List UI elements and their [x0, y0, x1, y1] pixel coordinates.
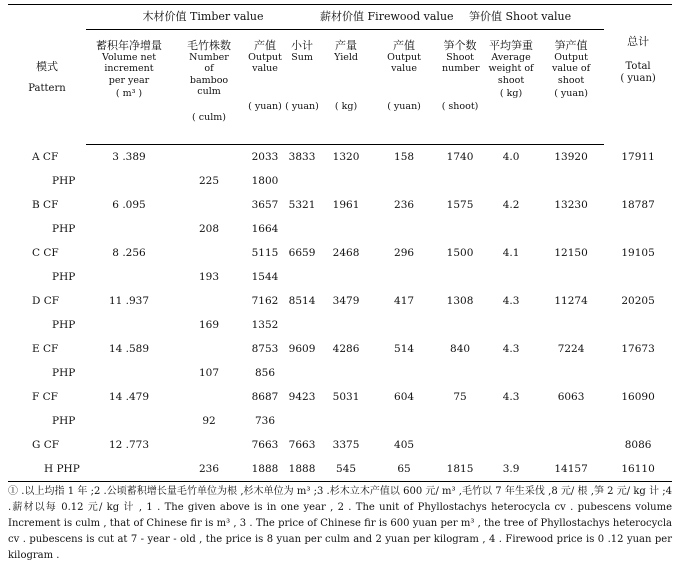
col-timber-output-en: Output value: [248, 51, 282, 74]
table-cell-yield: [320, 313, 372, 337]
table-cell-fw: [372, 409, 436, 433]
data-table-container: [8, 4, 672, 564]
col-volume-en: Volume net increment per year: [101, 51, 157, 86]
table-cell-out: 1888: [246, 457, 284, 482]
table-cell-shoots: [436, 217, 484, 241]
table-cell-fw: [372, 217, 436, 241]
table-cell-vol: 8 .256: [112, 247, 146, 259]
table-cell-weight: 4.1: [502, 247, 520, 259]
table-cell-weight: 4.3: [502, 343, 520, 355]
timber-group-header: 木材价值 Timber value: [86, 5, 320, 30]
col-shoot-output-cn: 笋产值: [554, 39, 588, 52]
col-culm: [172, 30, 246, 145]
table-cell-total: [604, 265, 672, 289]
table-cell-culm: 236: [172, 457, 246, 482]
table-cell-culm: [172, 145, 246, 170]
value-table: [8, 4, 672, 482]
table-cell-vol: 14 .479: [108, 391, 150, 403]
table-cell-culm: [172, 433, 246, 457]
table-cell-shoots: 840: [450, 343, 471, 355]
table-cell-weight: 4.3: [502, 391, 520, 403]
table-cell-yield: [320, 169, 372, 193]
pattern-header-en: Pattern: [28, 82, 66, 94]
table-cell-weight: [484, 313, 538, 337]
table-cell-out: 8687: [251, 391, 279, 403]
table-cell-out: 7663: [251, 439, 279, 451]
table-cell-pattern: D CF: [32, 295, 60, 307]
table-cell-shootval: [538, 409, 604, 433]
table-cell-sum: 9609: [288, 343, 316, 355]
table-cell-total: 20205: [621, 295, 655, 307]
table-body: [8, 145, 672, 482]
col-sum-cn: 小计: [291, 39, 314, 52]
table-cell-culm: 225: [198, 175, 220, 187]
table-cell-fw: 158: [394, 151, 415, 163]
col-volume-unit: ( m³ ): [115, 88, 143, 99]
table-cell-vol: [86, 361, 172, 385]
table-cell-fw: [372, 313, 436, 337]
table-cell-pattern: H PHP: [8, 457, 86, 482]
table-row: [8, 193, 672, 217]
shoot-group-header: 笋价值 Shoot value: [436, 5, 604, 30]
col-shoot-output: [538, 30, 604, 145]
table-cell-total: [604, 217, 672, 241]
table-cell-out: 1544: [251, 271, 279, 283]
table-cell-out: 5115: [251, 247, 279, 259]
table-cell-shoots: [436, 433, 484, 457]
table-cell-sum: 8514: [288, 295, 316, 307]
table-cell-shootval: 13230: [554, 199, 588, 211]
table-cell-total: [604, 169, 672, 193]
table-row: [8, 169, 672, 193]
col-sum-en: Sum: [291, 51, 313, 63]
col-yield: [320, 30, 372, 145]
table-cell-total: 16090: [621, 391, 655, 403]
table-cell-total: [604, 361, 672, 385]
table-cell-out: 3657: [251, 199, 279, 211]
table-cell-vol: [86, 409, 172, 433]
col-firewood-output-cn: 产值: [393, 39, 416, 52]
table-cell-sum: [284, 313, 320, 337]
table-cell-culm: [172, 337, 246, 361]
col-shoot-weight-en: Average weight of shoot: [488, 51, 534, 86]
table-cell-yield: 5031: [332, 391, 360, 403]
table-cell-vol: 3 .389: [112, 151, 146, 163]
table-cell-shootval: [538, 361, 604, 385]
table-cell-shootval: [538, 313, 604, 337]
total-header-cn: 总计: [627, 35, 650, 48]
table-footnote: ① .以上均指 1 年 ;2 .公顷蓄积增长量毛竹单位为根 ,杉木单位为 m³ ;3 .杉木立木产值以 600 元/ m³ ,毛竹以 7 年生采伐 ,8 元/ 根 ,笋 2 元/ kg 计 ;4 .薪材以每 0.12 元/ kg 计 , 1 . The given above is in one year , 2 . The unit of Phyllostachys heterocycla cv . pubescens volume Increment is culm , that of Chinese fir is m³ , 3 . The price of Chinese fir is 600 yuan per m³ , the tree of Phyllostachys heterocycla cv . pubescens is cut at 7 - year - old , the price is 8 yuan per culm and 2 yuan per kilogram , 4 . Firewood price is 0 .12 yuan per kilogram .: [8, 486, 672, 561]
table-cell-pattern: PHP: [52, 223, 76, 235]
table-cell-pattern: E CF: [32, 343, 59, 355]
table-cell-out: 856: [254, 367, 276, 379]
table-cell-yield: [320, 409, 372, 433]
table-cell-weight: [484, 169, 538, 193]
col-firewood-output-unit: ( yuan): [387, 100, 421, 112]
table-row: [8, 433, 672, 457]
table-cell-culm: [172, 193, 246, 217]
total-header: [604, 5, 672, 145]
table-cell-culm: 208: [198, 223, 220, 235]
table-cell-yield: 4286: [332, 343, 360, 355]
table-cell-fw: [372, 169, 436, 193]
table-cell-vol: [86, 169, 172, 193]
table-cell-fw: 604: [394, 391, 415, 403]
table-cell-yield: [320, 217, 372, 241]
table-row: [8, 289, 672, 313]
table-cell-pattern: A CF: [32, 150, 59, 163]
firewood-group-header: 薪材价值 Firewood value: [320, 5, 436, 30]
table-cell-shoots: [436, 313, 484, 337]
table-cell-total: 16110: [604, 457, 672, 482]
table-cell-yield: 1961: [332, 199, 360, 211]
col-culm-en: Number of bamboo culm: [189, 51, 229, 97]
table-cell-shootval: 6063: [557, 391, 585, 403]
table-cell-sum: [284, 217, 320, 241]
table-cell-sum: [284, 409, 320, 433]
table-cell-shoots: [436, 265, 484, 289]
table-cell-sum: [284, 169, 320, 193]
col-yield-cn: 产量: [335, 39, 358, 52]
table-cell-out: 1664: [251, 223, 279, 235]
col-firewood-output-en: Output value: [387, 51, 421, 74]
table-cell-shoots: [436, 169, 484, 193]
table-cell-out: 8753: [251, 343, 279, 355]
table-cell-shootval: [538, 433, 604, 457]
table-row: [8, 241, 672, 265]
table-cell-yield: 545: [320, 457, 372, 482]
table-cell-shoots: 1815: [436, 457, 484, 482]
table-cell-pattern: PHP: [52, 415, 76, 427]
table-row: [8, 217, 672, 241]
table-cell-out: 736: [254, 415, 276, 427]
table-cell-culm: 92: [202, 415, 216, 427]
pattern-header: [8, 5, 86, 145]
table-cell-fw: 405: [394, 439, 415, 451]
table-cell-pattern: C CF: [32, 247, 59, 259]
table-cell-shootval: 11274: [554, 295, 588, 307]
col-sum: [284, 30, 320, 145]
col-yield-unit: ( kg): [334, 101, 358, 112]
table-cell-sum: 9423: [288, 391, 316, 403]
col-timber-output: [246, 30, 284, 145]
table-row: [8, 361, 672, 385]
table-cell-culm: 107: [198, 367, 220, 379]
col-volume-cn: 蓄积年净增量: [96, 39, 162, 52]
table-cell-sum: 5321: [288, 199, 316, 211]
table-cell-weight: [484, 217, 538, 241]
table-cell-total: 8086: [624, 439, 652, 451]
table-cell-total: 19105: [621, 247, 655, 259]
table-cell-shoots: [436, 409, 484, 433]
table-cell-vol: [86, 313, 172, 337]
table-cell-pattern: G CF: [32, 439, 60, 451]
total-header-en: Total: [625, 61, 651, 72]
table-cell-total: 18787: [621, 199, 655, 211]
col-shoot-number: [436, 30, 484, 145]
table-cell-out: 1352: [251, 319, 279, 331]
table-cell-fw: 65: [372, 457, 436, 482]
table-cell-shoots: 1308: [446, 295, 474, 307]
col-shoot-weight-unit: ( kg): [499, 88, 523, 99]
table-cell-vol: 11 .937: [108, 295, 150, 307]
table-cell-yield: [320, 361, 372, 385]
table-cell-shootval: [538, 169, 604, 193]
col-timber-output-cn: 产值: [254, 39, 276, 52]
col-yield-en: Yield: [334, 51, 358, 63]
table-cell-weight: 4.2: [502, 199, 520, 211]
table-cell-fw: [372, 265, 436, 289]
table-cell-vol: 12 .773: [108, 439, 150, 451]
table-cell-culm: [172, 289, 246, 313]
col-shoot-number-unit: ( shoot): [441, 100, 479, 112]
table-cell-yield: 3479: [332, 295, 360, 307]
table-cell-sum: 1888: [284, 457, 320, 482]
table-cell-sum: 6659: [288, 247, 316, 259]
table-cell-fw: 236: [394, 199, 415, 211]
table-cell-sum: [284, 361, 320, 385]
table-cell-sum: 7663: [288, 439, 316, 451]
table-cell-shoots: 75: [453, 391, 467, 403]
col-shoot-output-en: Output value of shoot: [552, 51, 591, 86]
table-cell-weight: 3.9: [484, 457, 538, 482]
col-culm-cn: 毛竹株数: [187, 39, 231, 52]
table-cell-pattern: PHP: [52, 271, 76, 283]
table-cell-yield: 1320: [332, 151, 360, 163]
table-cell-fw: 296: [394, 247, 415, 259]
table-cell-shootval: 13920: [554, 151, 588, 163]
table-row: [8, 313, 672, 337]
table-cell-shoots: 1740: [446, 151, 474, 163]
table-cell-culm: 193: [198, 271, 220, 283]
col-firewood-output: [372, 30, 436, 145]
table-cell-weight: [484, 409, 538, 433]
table-cell-sum: [284, 265, 320, 289]
table-cell-vol: [86, 265, 172, 289]
table-cell-vol: 14 .589: [108, 343, 150, 355]
table-cell-shootval: [538, 265, 604, 289]
table-cell-fw: 514: [394, 343, 415, 355]
table-cell-weight: 4.0: [502, 151, 520, 163]
table-cell-total: [604, 313, 672, 337]
col-shoot-weight: [484, 30, 538, 145]
table-row: [8, 457, 672, 482]
table-row: [8, 145, 672, 170]
table-row: [8, 337, 672, 361]
table-row: [8, 385, 672, 409]
table-cell-total: 17911: [621, 150, 655, 163]
table-cell-pattern: B CF: [32, 199, 59, 211]
table-cell-shootval: [538, 217, 604, 241]
table-cell-weight: 4.3: [502, 295, 520, 307]
col-shoot-weight-cn: 平均笋重: [489, 39, 534, 52]
table-cell-culm: 169: [198, 319, 220, 331]
pattern-header-cn: 模式: [36, 59, 58, 73]
table-row: [8, 409, 672, 433]
table-cell-fw: 417: [394, 295, 415, 307]
table-cell-yield: 2468: [332, 247, 360, 259]
table-cell-fw: [372, 361, 436, 385]
table-cell-total: 17673: [621, 343, 655, 355]
table-cell-vol: [86, 217, 172, 241]
table-cell-pattern: F CF: [32, 391, 58, 403]
table-cell-shoots: [436, 361, 484, 385]
table-cell-out: 2033: [251, 151, 279, 163]
col-sum-unit: ( yuan): [285, 101, 319, 112]
table-cell-shootval: 7224: [557, 343, 585, 355]
col-shoot-number-en: Shoot number: [442, 51, 480, 74]
table-cell-shootval: 14157: [538, 457, 604, 482]
table-cell-weight: [484, 265, 538, 289]
col-shoot-number-cn: 笋个数: [443, 39, 477, 52]
col-shoot-output-unit: ( yuan): [554, 88, 588, 99]
col-volume: [86, 30, 172, 145]
table-cell-out: 7162: [251, 295, 279, 307]
table-cell-total: [604, 409, 672, 433]
table-cell-vol: [86, 457, 172, 482]
table-cell-sum: 3833: [288, 151, 316, 163]
table-cell-weight: [484, 361, 538, 385]
col-culm-unit: ( culm): [192, 111, 226, 123]
table-cell-pattern: PHP: [52, 175, 76, 187]
table-row: [8, 265, 672, 289]
table-cell-yield: 3375: [332, 439, 360, 451]
table-header: [8, 5, 672, 145]
table-cell-shoots: 1575: [446, 199, 474, 211]
table-cell-culm: [172, 385, 246, 409]
table-cell-vol: 6 .095: [112, 199, 146, 211]
table-cell-weight: [484, 433, 538, 457]
table-cell-out: 1800: [251, 175, 279, 187]
table-cell-shoots: 1500: [446, 247, 474, 259]
total-header-unit: ( yuan): [620, 73, 656, 84]
col-timber-output-unit: ( yuan): [248, 100, 282, 112]
table-cell-pattern: PHP: [52, 319, 76, 331]
table-cell-pattern: PHP: [52, 367, 76, 379]
table-cell-yield: [320, 265, 372, 289]
table-cell-shootval: 12150: [554, 247, 588, 259]
table-cell-culm: [172, 241, 246, 265]
